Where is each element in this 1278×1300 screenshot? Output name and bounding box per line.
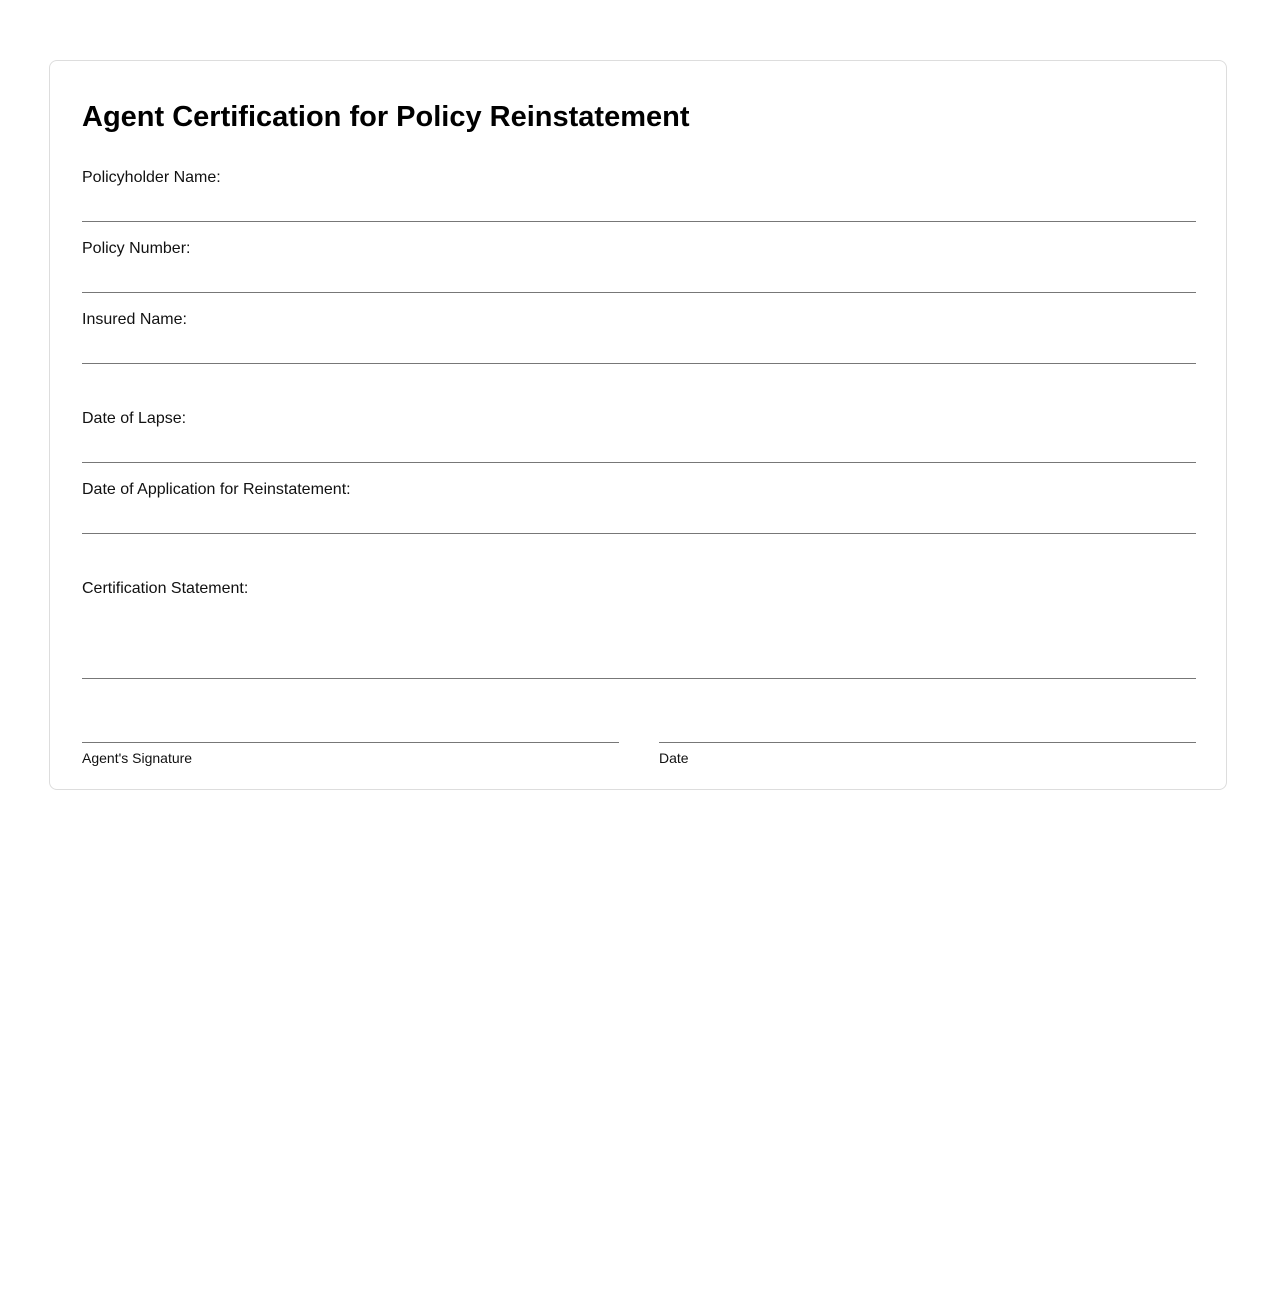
date-of-lapse-field[interactable] (82, 410, 1196, 464)
date-of-lapse-label: Date of Lapse: (82, 410, 187, 427)
signature-date-label: Date (659, 750, 689, 766)
insured-name-label: Insured Name: (82, 311, 187, 328)
certification-statement-label: Certification Statement: (82, 580, 249, 597)
policy-number-line (82, 292, 1196, 293)
agent-signature-line (82, 742, 619, 743)
policyholder-name-line (82, 221, 1196, 222)
certification-statement-line (82, 678, 1196, 679)
policyholder-name-field[interactable] (82, 169, 1196, 223)
date-of-application-field[interactable] (82, 481, 1196, 535)
insured-name-line (82, 363, 1196, 364)
date-of-lapse-line (82, 462, 1196, 463)
date-of-application-line (82, 533, 1196, 534)
certification-statement-field[interactable] (82, 580, 1196, 680)
signature-date-line (659, 742, 1196, 743)
policy-number-field[interactable] (82, 240, 1196, 294)
form-card (49, 60, 1227, 790)
policy-number-label: Policy Number: (82, 240, 191, 257)
agent-signature-label: Agent's Signature (82, 750, 193, 766)
form-title: Agent Certification for Policy Reinstatement (82, 101, 690, 133)
insured-name-field[interactable] (82, 311, 1196, 365)
date-of-application-label: Date of Application for Reinstatement: (82, 481, 351, 498)
policyholder-name-label: Policyholder Name: (82, 169, 221, 186)
